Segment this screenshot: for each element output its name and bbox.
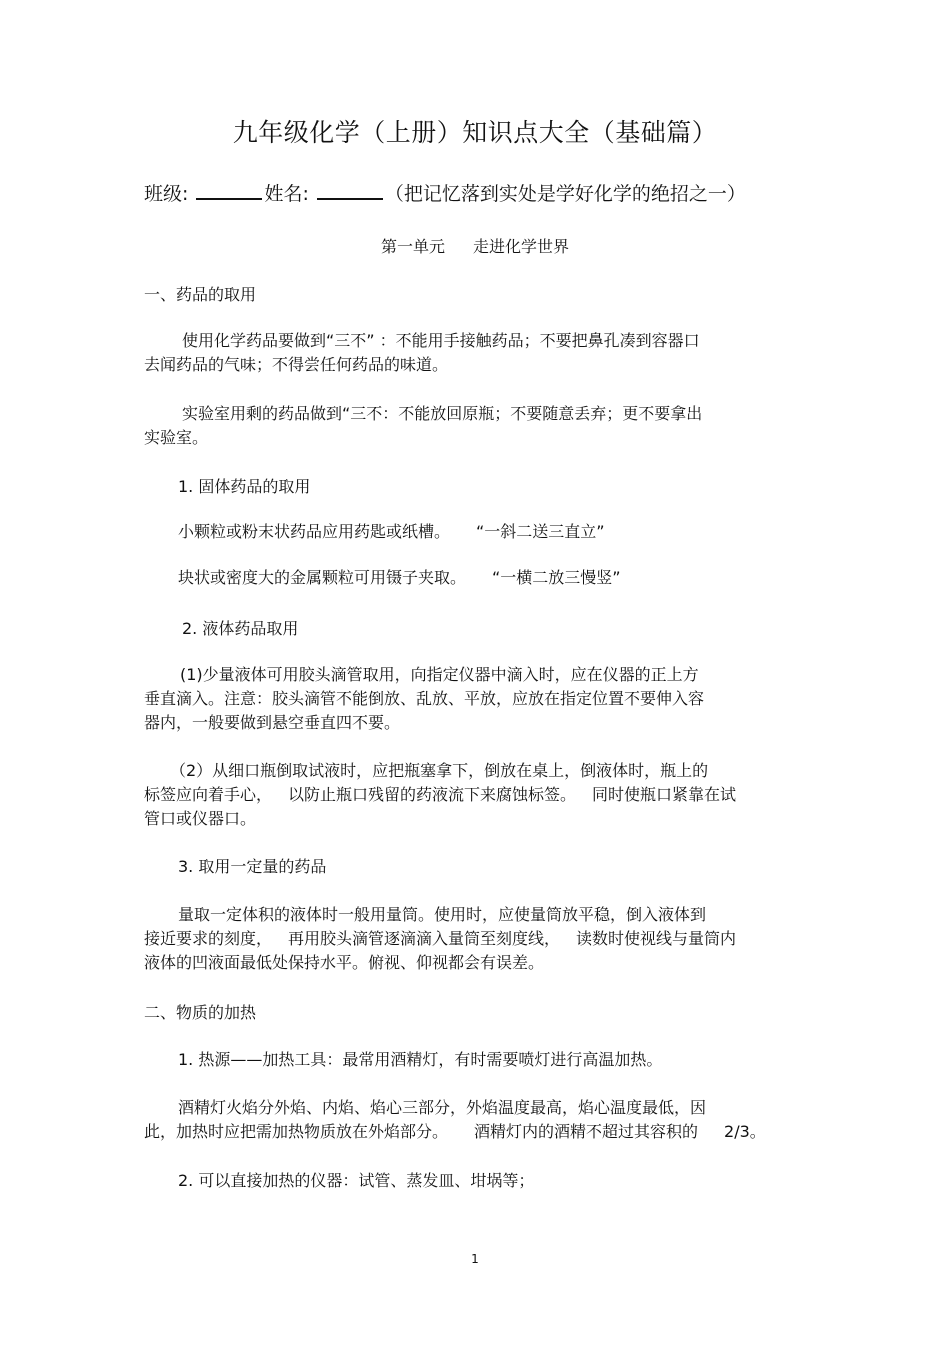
paragraph-line <box>144 784 736 806</box>
page-number: 1 <box>471 1252 479 1266</box>
unit-name: 走进化学世界 <box>473 237 570 256</box>
paragraph-line <box>178 567 621 589</box>
subsection-heading: 2. 液体药品取用 <box>182 619 299 638</box>
paragraph-line: 酒精灯火焰分外焰、内焰、焰心三部分，外焰温度最高，焰心温度最低，因 <box>178 1098 707 1117</box>
paragraph-line: 垂直滴入。注意：胶头滴管不能倒放、乱放、平放，应放在指定位置不要伸入容 <box>144 689 705 708</box>
student-info-line <box>144 180 746 208</box>
text-run: 再用胶头滴管逐滴滴入量筒至刻度线， <box>288 929 561 948</box>
motto: （把记忆落到实处是学好化学的绝招之一） <box>384 183 746 205</box>
text-run: 此，加热时应把需加热物质放在外焰部分。 <box>144 1122 449 1141</box>
paragraph-line <box>144 1121 766 1143</box>
solid-rule-mnemonic: “一斜二送三直立” <box>476 522 605 541</box>
paragraph-line: 器内，一般要做到悬空垂直四不要。 <box>144 713 401 732</box>
paragraph-line: （2）从细口瓶倒取试液时，应把瓶塞拿下，倒放在桌上，倒液体时，瓶上的 <box>170 761 709 780</box>
text-run: 读数时使视线与量筒内 <box>576 929 737 948</box>
paragraph-line: (1)少量液体可用胶头滴管取用，向指定仪器中滴入时，应在仪器的正上方 <box>180 665 699 684</box>
unit-number: 第一单元 <box>380 237 445 256</box>
paragraph-line: 量取一定体积的液体时一般用量筒。使用时，应使量筒放平稳，倒入液体到 <box>178 905 707 924</box>
paragraph-line: 实验室。 <box>144 428 209 447</box>
name-blank <box>317 182 383 200</box>
class-blank <box>196 182 262 200</box>
subsection-heading: 2. 可以直接加热的仪器：试管、蒸发皿、坩埚等； <box>178 1171 535 1190</box>
paragraph-line: 使用化学药品要做到“三不” ：不能用手接触药品；不要把鼻孔凑到容器口 <box>182 331 700 350</box>
unit-heading <box>0 236 950 258</box>
text-run: 同时使瓶口紧靠在试 <box>592 785 737 804</box>
lump-rule-mnemonic: “一横二放三慢竖” <box>492 568 621 587</box>
paragraph-line: 管口或仪器口。 <box>144 809 257 828</box>
paragraph-line: 液体的凹液面最低处保持水平。俯视、仰视都会有误差。 <box>144 953 545 972</box>
name-label: 姓名: <box>264 183 309 205</box>
paragraph-line <box>144 928 736 950</box>
subsection-heading: 1. 热源——加热工具：最常用酒精灯，有时需要喷灯进行高温加热。 <box>178 1050 663 1069</box>
text-run: 2/3。 <box>724 1122 766 1141</box>
solid-rule-text: 小颗粒或粉末状药品应用药匙或纸槽。 <box>178 522 451 541</box>
section-heading: 一、药品的取用 <box>144 285 257 304</box>
text-run: 接近要求的刻度， <box>144 929 273 948</box>
subsection-heading: 1. 固体药品的取用 <box>178 477 311 496</box>
paragraph-line: 去闻药品的气味；不得尝任何药品的味道。 <box>144 355 449 374</box>
text-run: 酒精灯内的酒精不超过其容积的 <box>474 1122 699 1141</box>
lump-rule-text: 块状或密度大的金属颗粒可用镊子夹取。 <box>178 568 467 587</box>
text-run: 以防止瓶口残留的药液流下来腐蚀标签。 <box>288 785 577 804</box>
paragraph-line: 实验室用剩的药品做到“三不：不能放回原瓶；不要随意丢弃；更不要拿出 <box>182 404 703 423</box>
paragraph-line <box>178 521 605 543</box>
document-title: 九年级化学（上册）知识点大全（基础篇） <box>232 118 718 147</box>
class-label: 班级: <box>144 183 189 205</box>
section-heading: 二、物质的加热 <box>144 1003 257 1022</box>
subsection-heading: 3. 取用一定量的药品 <box>178 857 327 876</box>
text-run: 标签应向着手心， <box>144 785 273 804</box>
